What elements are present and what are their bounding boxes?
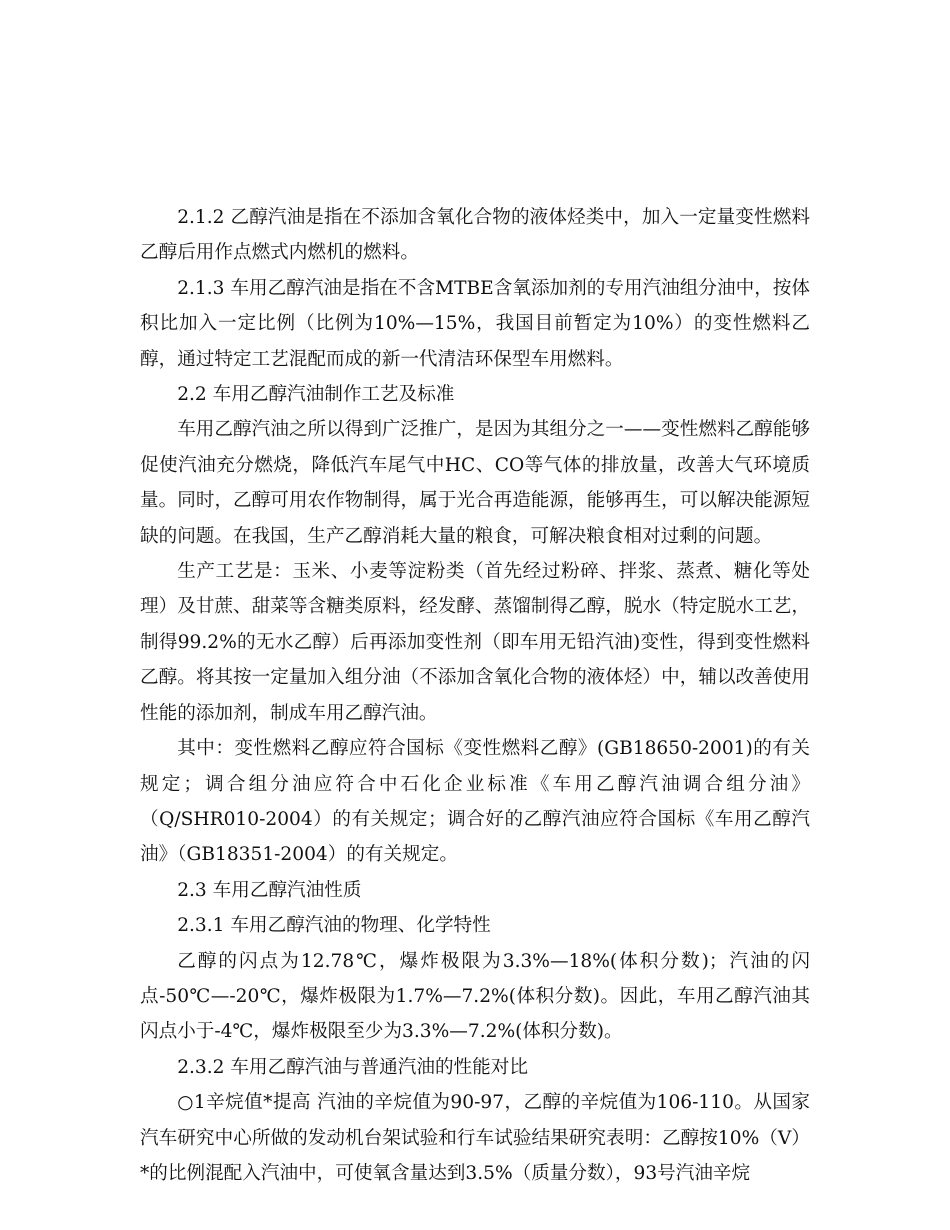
- paragraph-flash-point: 乙醇的闪点为12.78℃，爆炸极限为3.3%—18%(体积分数)；汽油的闪点-50℃—-20℃，爆炸极限为1.7%—7.2%(体积分数)。因此，车用乙醇汽油其闪点小于-4℃，爆炸极限至少为3.3%—7.2%(体积分数)。: [140, 950, 810, 1043]
- paragraph-octane: ○1辛烷值*提高 汽油的辛烷值为90-97，乙醇的辛烷值为106-110。从国家汽车研究中心所做的发动机台架试验和行车试验结果研究表明：乙醇按10%（V）*的比例混配入汽油中，可使氧含量达到3.5%（质量分数），93号汽油辛烷: [140, 1092, 810, 1184]
- paragraph-2-1-2: 2.1.2 乙醇汽油是指在不添加含氧化合物的液体烃类中，加入一定量变性燃料乙醇后用作点燃式内燃机的燃料。: [140, 207, 810, 264]
- paragraph-production-process: 生产工艺是：玉米、小麦等淀粉类（首先经过粉碎、拌浆、蒸煮、糖化等处理）及甘蔗、甜菜等含糖类原料，经发酵、蒸馏制得乙醇，脱水（特定脱水工艺，制得99.2%的无水乙醇）后再添加变性剂（即车用无铅汽油)变性，得到变性燃料乙醇。将其按一定量加入组分油（不添加含氧化合物的液体烃）中，辅以改善使用性能的添加剂，制成车用乙醇汽油。: [140, 561, 810, 724]
- section-heading-2-3-1: 2.3.1 车用乙醇汽油的物理、化学特性: [177, 915, 491, 937]
- section-heading-2-3-2: 2.3.2 车用乙醇汽油与普通汽油的性能对比: [177, 1056, 528, 1078]
- paragraph-promotion-reason: 车用乙醇汽油之所以得到广泛推广，是因为其组分之一——变性燃料乙醇能够促使汽油充分燃烧，降低汽车尾气中HC、CO等气体的排放量，改善大气环境质量。同时，乙醇可用农作物制得，属于光合再造能源，能够再生，可以解决能源短缺的问题。在我国，生产乙醇消耗大量的粮食，可解决粮食相对过剩的问题。: [140, 419, 810, 547]
- paragraph-standards: 其中：变性燃料乙醇应符合国标《变性燃料乙醇》(GB18650-2001)的有关规定；调合组分油应符合中石化企业标准《车用乙醇汽油调合组分油》（Q/SHR010-2004）的有关规定；调合好的乙醇汽油应符合国标《车用乙醇汽油》（GB18351-2004）的有关规定。: [140, 738, 810, 866]
- document-body: [140, 200, 810, 1191]
- paragraph-2-1-3: 2.1.3 车用乙醇汽油是指在不含MTBE含氧添加剂的专用汽油组分油中，按体积比加入一定比例（比例为10%—15%，我国目前暂定为10%）的变性燃料乙醇，通过特定工艺混配而成的新一代清洁环保型车用燃料。: [140, 277, 810, 370]
- section-heading-2-2: 2.2 车用乙醇汽油制作工艺及标准: [177, 384, 455, 406]
- section-heading-2-3: 2.3 车用乙醇汽油性质: [177, 879, 362, 901]
